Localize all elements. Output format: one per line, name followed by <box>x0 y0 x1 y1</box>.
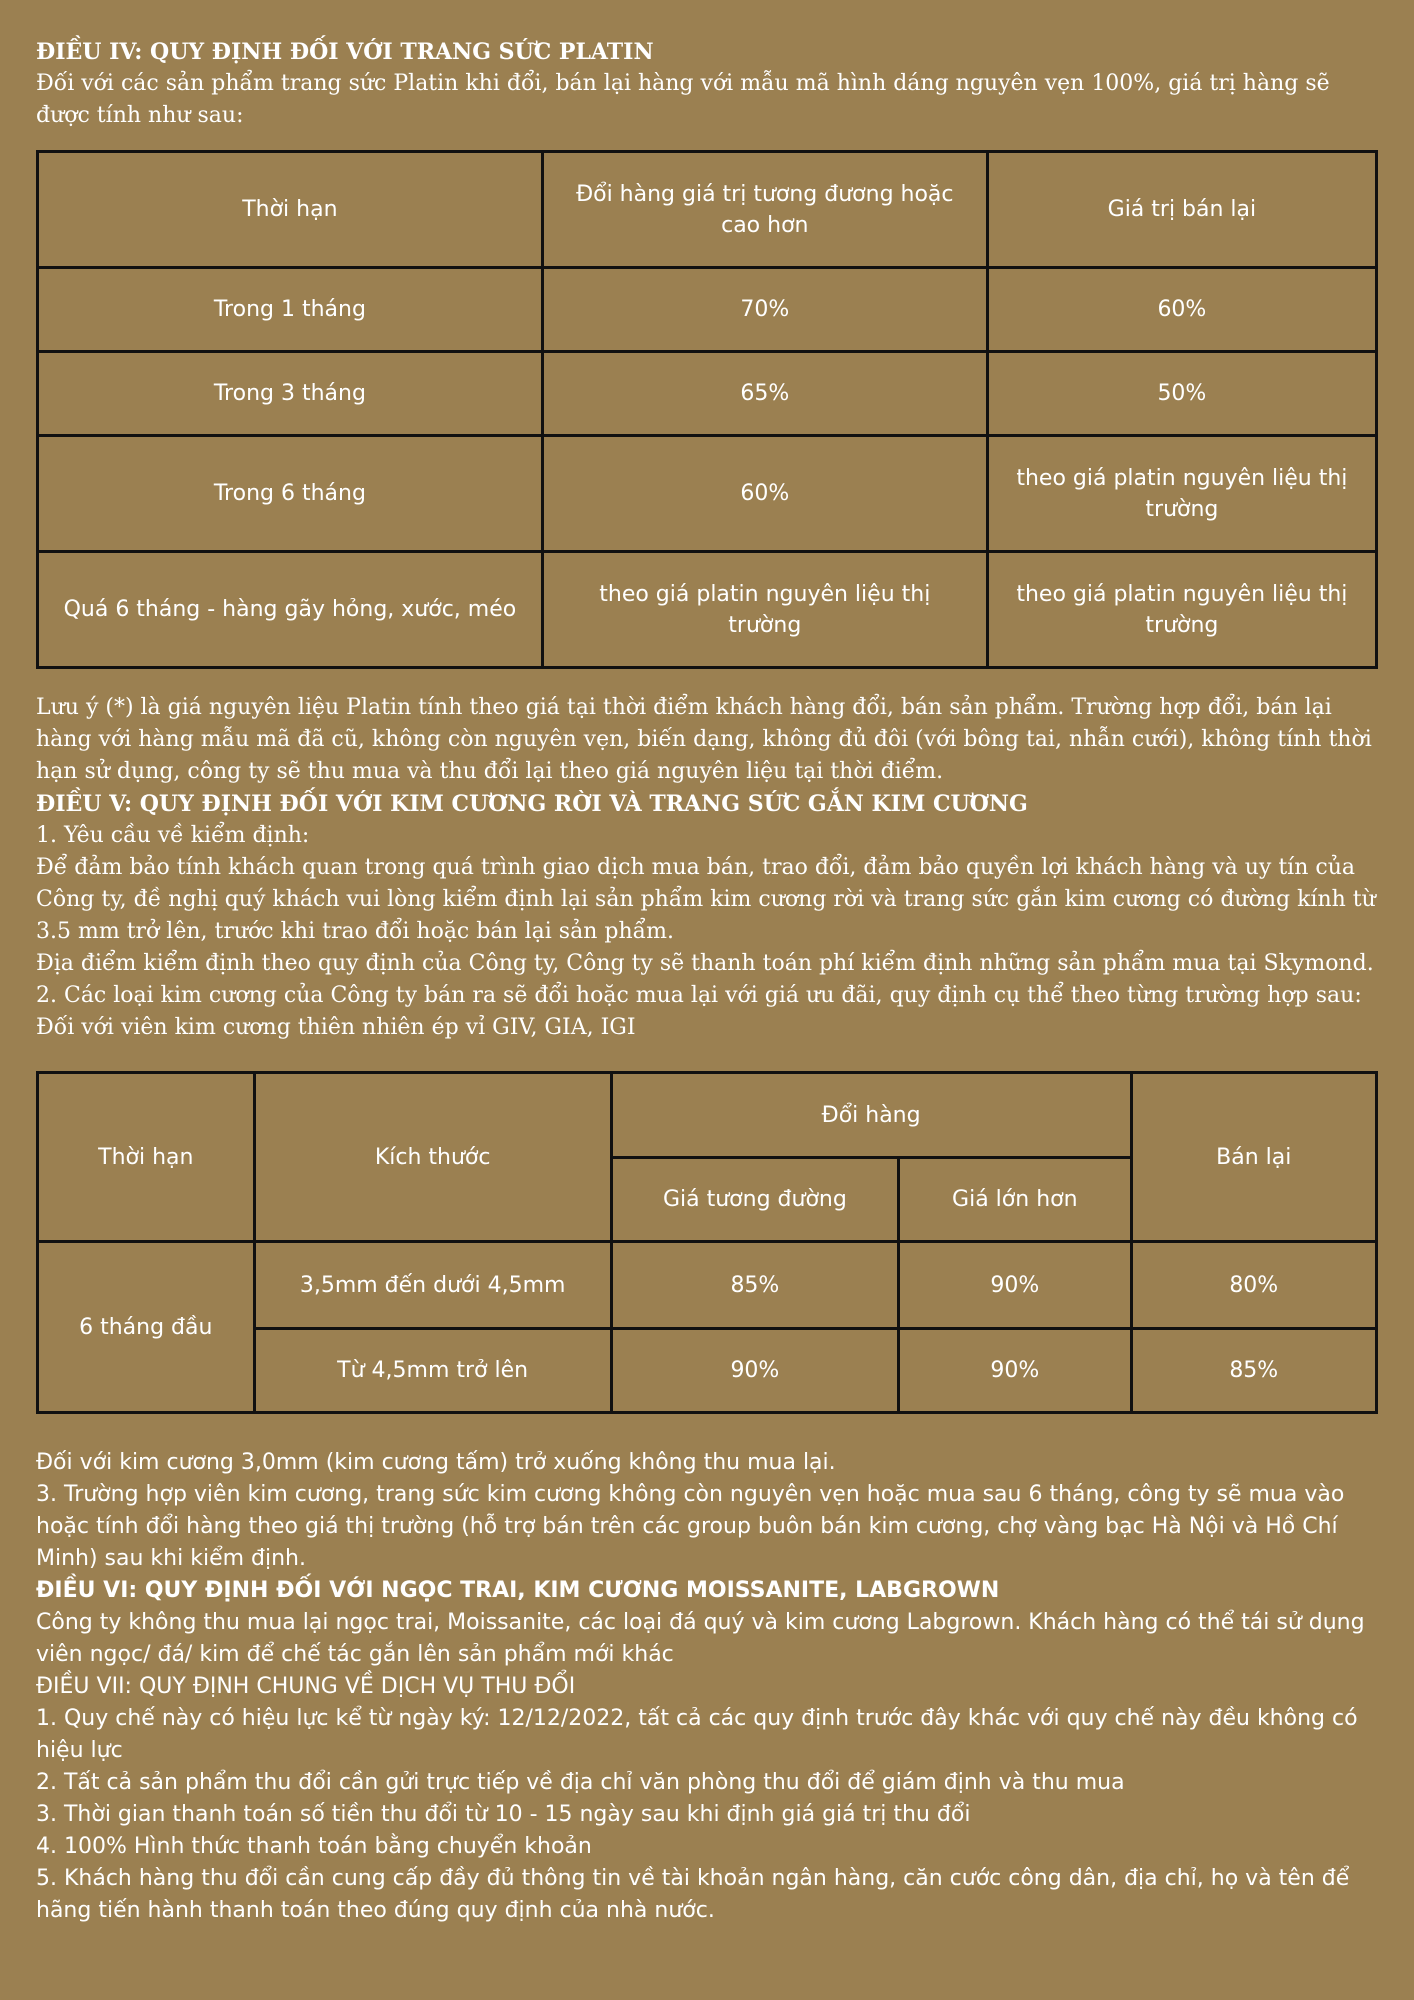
article-5-small-diamond: Đối với kim cương 3,0mm (kim cương tấm) trở xuống không thu mua lại. <box>36 1450 836 1475</box>
table-cell: 6 tháng đầu <box>38 1242 255 1413</box>
table-cell: 60% <box>987 268 1376 352</box>
table-cell: Trong 6 tháng <box>38 436 543 552</box>
article-6-text: Công ty không thu mua lại ngọc trai, Moissanite, các loại đá quý và kim cương Labgrown. Khách hàng có thể tái sử dụng viên ngọc/ đá/ kim để chế tác gắn lên sản phẩm mới khác <box>36 1610 1365 1667</box>
article-7-item: 5. Khách hàng thu đổi cần cung cấp đầy đủ thông tin về tài khoản ngân hàng, căn cước công dân, địa chỉ, họ và tên để hãng tiến hành thanh toán theo đúng quy định của nhà nước. <box>36 1866 1350 1923</box>
article-7-heading: ĐIỀU VII: QUY ĐỊNH CHUNG VỀ DỊCH VỤ THU ĐỔI <box>36 1674 576 1699</box>
table-header-cell: Giá lớn hơn <box>899 1158 1131 1242</box>
table-header-cell: Thời hạn <box>38 152 543 268</box>
table-cell: 70% <box>542 268 987 352</box>
article-7-item: 2. Tất cả sản phẩm thu đổi cần gửi trực tiếp về địa chỉ văn phòng thu đổi để giám định và thu mua <box>36 1770 1125 1795</box>
article-4-heading: ĐIỀU IV: QUY ĐỊNH ĐỐI VỚI TRANG SỨC PLATIN <box>36 39 654 65</box>
table-row <box>38 552 1377 668</box>
article-4-intro: Đối với các sản phẩm trang sức Platin khi đổi, bán lại hàng với mẫu mã hình dáng nguyên vẹn 100%, giá trị hàng sẽ được tính như sau: <box>36 71 1330 128</box>
article-7-item: 3. Thời gian thanh toán số tiền thu đổi từ 10 - 15 ngày sau khi định giá giá trị thu đổi <box>36 1802 971 1827</box>
article-5-heading: ĐIỀU V: QUY ĐỊNH ĐỐI VỚI KIM CƯƠNG RỜI VÀ TRANG SỨC GẮN KIM CƯƠNG <box>36 791 1028 817</box>
article-5-natural-diamond: Đối với viên kim cương thiên nhiên ép vỉ GIV, GIA, IGI <box>36 1015 636 1040</box>
article-5-point-3: 3. Trường hợp viên kim cương, trang sức kim cương không còn nguyên vẹn hoặc mua sau 6 tháng, công ty sẽ mua vào hoặc tính đổi hàng theo giá thị trường (hỗ trợ bán trên các group buôn bán kim cương, chợ vàng bạc Hà Nội và Hồ Chí Minh) sau khi kiểm định. <box>36 1482 1345 1571</box>
table-cell: theo giá platin nguyên liệu thị trường <box>542 552 987 668</box>
table-header-row <box>38 1073 1377 1158</box>
diamond-table <box>36 1071 1378 1414</box>
table-header-cell: Đổi hàng <box>611 1073 1131 1158</box>
table-cell: Từ 4,5mm trở lên <box>254 1329 611 1413</box>
article-7-item: 4. 100% Hình thức thanh toán bằng chuyển khoản <box>36 1834 592 1859</box>
table-cell: Quá 6 tháng - hàng gãy hỏng, xước, méo <box>38 552 543 668</box>
table-header-cell: Giá tương đường <box>611 1158 898 1242</box>
table-row <box>38 352 1377 436</box>
table-cell: 85% <box>1131 1329 1376 1413</box>
table-header-row <box>38 152 1377 268</box>
table-cell: 85% <box>611 1242 898 1329</box>
table-row <box>38 436 1377 552</box>
table-row <box>38 268 1377 352</box>
platinum-table <box>36 150 1378 669</box>
table-cell: 50% <box>987 352 1376 436</box>
table-cell: Trong 1 tháng <box>38 268 543 352</box>
policy-document <box>36 36 1378 1927</box>
table-cell: 3,5mm đến dưới 4,5mm <box>254 1242 611 1329</box>
article-6-heading: ĐIỀU VI: QUY ĐỊNH ĐỐI VỚI NGỌC TRAI, KIM CƯƠNG MOISSANITE, LABGROWN <box>36 1578 1000 1603</box>
article-4-note: Lưu ý (*) là giá nguyên liệu Platin tính theo giá tại thời điểm khách hàng đổi, bán sản phẩm. Trường hợp đổi, bán lại hàng với hàng mẫu mã đã cũ, không còn nguyên vẹn, biến dạng, không đủ đôi (với bông tai, nhẫn cưới), không tính thời hạn sử dụng, công ty sẽ thu mua và thu đổi lại theo giá nguyên liệu tại thời điểm. <box>36 695 1372 784</box>
article-7-item: 1. Quy chế này có hiệu lực kể từ ngày ký: 12/12/2022, tất cả các quy định trước đây khác với quy chế này đều không có hiệu lực <box>36 1706 1358 1763</box>
table-cell: 65% <box>542 352 987 436</box>
table-cell: 90% <box>899 1242 1131 1329</box>
table-cell: 60% <box>542 436 987 552</box>
article-5-point-1-text: Để đảm bảo tính khách quan trong quá trình giao dịch mua bán, trao đổi, đảm bảo quyền lợi khách hàng và uy tín của Công ty, đề nghị quý khách vui lòng kiểm định lại sản phẩm kim cương rời và trang sức gắn kim cương có đường kính từ 3.5 mm trở lên, trước khi trao đổi hoặc bán lại sản phẩm. <box>36 855 1376 944</box>
table-cell: Trong 3 tháng <box>38 352 543 436</box>
table-row <box>38 1242 1377 1329</box>
article-5-point-1-title: 1. Yêu cầu về kiểm định: <box>36 823 310 848</box>
table-header-cell: Kích thước <box>254 1073 611 1242</box>
table-cell: theo giá platin nguyên liệu thị trường <box>987 436 1376 552</box>
article-5-point-1-location: Địa điểm kiểm định theo quy định của Công ty, Công ty sẽ thanh toán phí kiểm định những sản phẩm mua tại Skymond. <box>36 951 1374 976</box>
table-header-cell: Giá trị bán lại <box>987 152 1376 268</box>
article-5-point-2: 2. Các loại kim cương của Công ty bán ra sẽ đổi hoặc mua lại với giá ưu đãi, quy định cụ thể theo từng trường hợp sau: <box>36 983 1362 1008</box>
table-cell: theo giá platin nguyên liệu thị trường <box>987 552 1376 668</box>
table-header-cell: Đổi hàng giá trị tương đương hoặc cao hơn <box>542 152 987 268</box>
table-cell: 80% <box>1131 1242 1376 1329</box>
table-cell: 90% <box>899 1329 1131 1413</box>
table-header-cell: Bán lại <box>1131 1073 1376 1242</box>
table-header-cell: Thời hạn <box>38 1073 255 1242</box>
table-cell: 90% <box>611 1329 898 1413</box>
